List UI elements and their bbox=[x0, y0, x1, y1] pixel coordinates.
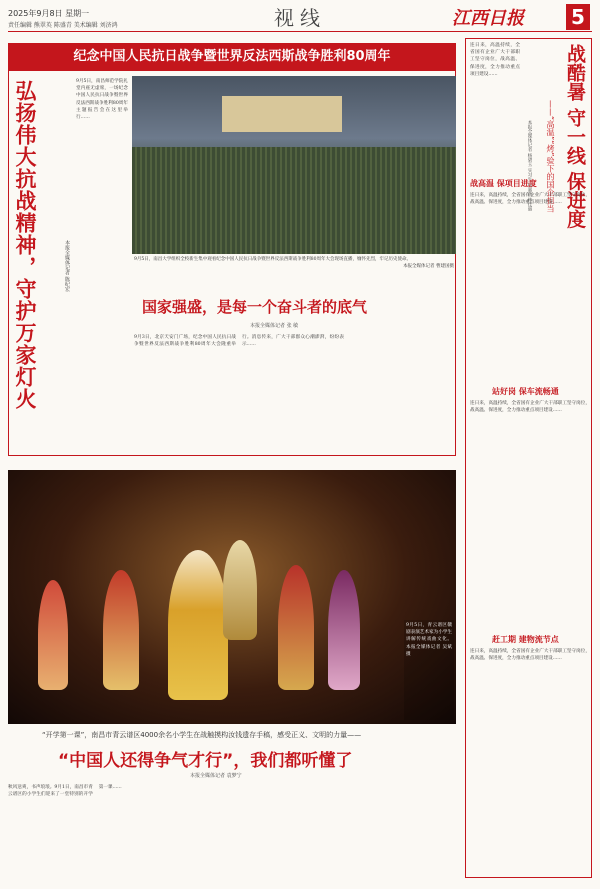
sidebar-subtitle: ——“高温”“烤”验下的国企担当 bbox=[546, 100, 555, 213]
performer-right bbox=[278, 565, 314, 690]
header-rule bbox=[8, 31, 592, 32]
anniversary-banner: 纪念中国人民抗日战争暨世界反法西斯战争胜利80周年 bbox=[8, 43, 456, 70]
sidebar-byline: 本报全媒体记者 杨碧玉 实习生 熊嘉欣 林佳丽 bbox=[527, 120, 532, 212]
article1-title: 弘扬伟大抗战精神，守护万家灯火 bbox=[13, 80, 37, 410]
sidebar-body-1: 连日来，高温持续，全省国有企业广大干部职工坚守岗位，战高温、保进度，全力推动重点项目建设…… bbox=[470, 193, 590, 206]
sidebar-subhead-3 bbox=[492, 634, 559, 645]
performer-far-right bbox=[328, 570, 360, 690]
article2-title: 国家强盛，是每一个奋斗者的底气 bbox=[142, 298, 368, 316]
article2-body: 9月3日，北京天安门广场，纪念中国人民抗日战争暨世界反法西斯战争胜利80周年大会隆重举行。消息传来，广大干部群众心潮澎湃，纷纷表示…… bbox=[134, 335, 344, 348]
auditorium-photo bbox=[132, 76, 456, 254]
sidebar-title: 战酷暑 守一线 保进度 bbox=[564, 44, 586, 229]
sidebar-body-2: 连日来，高温持续，全省国有企业广大干部职工坚守岗位，战高温、保进度，全力推动重点项目建设…… bbox=[470, 401, 590, 414]
photo1-credit: 本报全媒体记者 曹建国摄 bbox=[403, 264, 454, 269]
article3-body: 秋风送爽，书声琅琅。9月1日，南昌市青云谱区的小学生们迎来了一堂特别的开学第一课…… bbox=[8, 785, 122, 798]
article3-title: “中国人还得争气才行”，我们都听懂了 bbox=[58, 751, 353, 771]
article1-byline: 本报全媒体记者 陈纪宏 bbox=[64, 240, 70, 292]
page-number: 5 bbox=[566, 4, 590, 30]
performer-far-left bbox=[38, 580, 68, 690]
subhead-3-text: 赶工期 建物流节点 bbox=[492, 635, 559, 644]
photo1-caption-text: 9月5日，南昌大学组织全校新生集中观看纪念中国人民抗日战争暨世界反法西斯战争胜利80周年大会现场直播，缅怀先烈，牢记历史使命。 bbox=[134, 257, 411, 262]
issue-date: 2025年9月8日 星期一 bbox=[8, 9, 90, 18]
performer-left bbox=[103, 570, 139, 690]
sidebar-body-3: 连日来，高温持续，全省国有企业广大干部职工坚守岗位，战高温、保进度，全力推动重点项目建设…… bbox=[470, 649, 590, 662]
article2-byline: 本报全媒体记者 张 敏 bbox=[250, 323, 299, 329]
article3-byline: 本报全媒体记者 袁梦宁 bbox=[190, 773, 242, 779]
subhead-1-text: 战高温 保项目进度 bbox=[470, 179, 537, 188]
stage-screen bbox=[222, 96, 342, 132]
section-title: 视线 bbox=[274, 6, 326, 30]
photo2-credit: 本报全媒体记者 吴斌摄 bbox=[406, 644, 452, 657]
sidebar-subhead-1 bbox=[470, 178, 537, 189]
opera-stage-photo bbox=[8, 470, 456, 724]
subhead-2-text: 站好岗 保车流畅通 bbox=[492, 387, 559, 396]
editors-line: 责任编辑 熊翠英 陈盛青 美术编辑 刘济鸿 bbox=[8, 22, 118, 29]
photo2-caption-text: 9月5日，青云谱区赣剧表演艺术家为小学生讲解传统戏曲文化。 bbox=[406, 623, 452, 643]
article1-body: 9月5日，南昌师范学院礼堂内座无虚席，一场纪念中国人民抗日战争暨世界反法西斯战争胜利80周年主题报告会在这里举行…… bbox=[76, 79, 128, 121]
photo2-caption bbox=[404, 620, 454, 720]
sidebar-subhead-2 bbox=[492, 386, 559, 397]
audience-crowd bbox=[132, 147, 456, 254]
newspaper-logo: 江西日报 bbox=[452, 8, 524, 29]
article3-kicker: “开学第一课”，南昌市青云谱区4000余名小学生在战触摸构汝钱遗存手稿，感受正义、文明的力量—— bbox=[42, 731, 362, 739]
sidebar-lead: 连日来，高温持续，全省国有企业广大干部职工坚守岗位，战高温、保进度，全力推动重点项目建设…… bbox=[470, 43, 520, 77]
performer-back bbox=[223, 540, 257, 640]
performer-center bbox=[168, 550, 228, 700]
photo1-caption bbox=[134, 256, 454, 272]
